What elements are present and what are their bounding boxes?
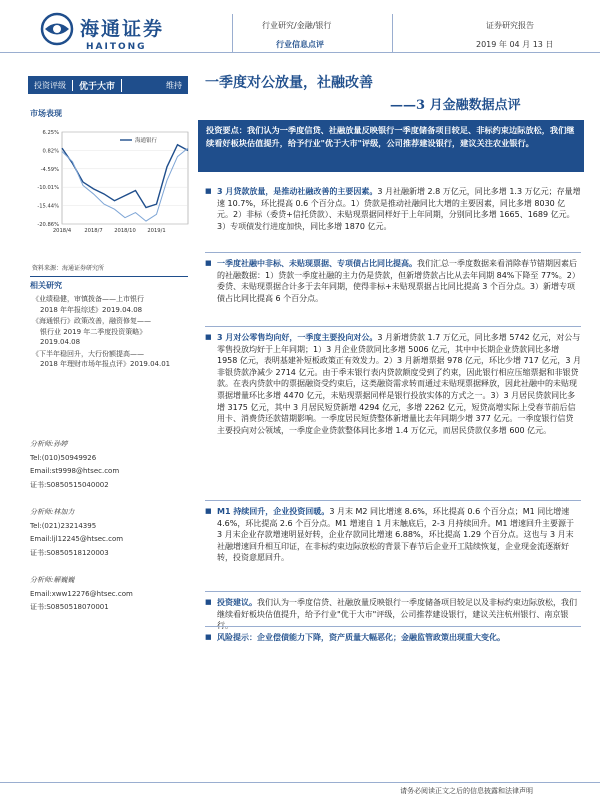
paragraph-lead: M1 持续回升，企业投资回暖。 — [217, 507, 330, 516]
chart-x-tick-label: 2018/7 — [84, 228, 103, 234]
related-item[interactable] — [32, 349, 192, 370]
paragraph-divider — [205, 626, 581, 627]
paragraph-text: 3 月末 M2 同比增速 8.6%，环比提高 0.6 个百分点；M1 同比增速 4.6%，环比提高 2.6 个百分点。M1 增速自 1 月末触底后，2-3 月持续回升。M1 增速回升主要源于 3 月末企业存款增速明显好转，企业存款同比增速 6.88%，环比提高 1.29 个百分点。这也与 3 月末社融增速回升相互印证，在非标约束边际放松的背景下春节后企业开工陆续恢复，企业现金流逐渐好转，投资意愿回升。 — [217, 507, 574, 563]
analyst-email[interactable]: Email:ljl12245@htsec.com — [30, 535, 124, 543]
paragraph-lead: 投资建议。 — [217, 598, 257, 607]
chart-source: 资料来源：海通证券研究所 — [32, 265, 105, 272]
paragraph-divider — [205, 500, 581, 501]
related-item-line: 2018 年年报综述》2019.04.08 — [40, 305, 143, 314]
paragraph-text: 我们认为一季度信贷、社融放量反映银行一季度储备项目较足以及非标约束边际放松，我们继续看好板块估值提升，给予行业"优于大市"评级，公司推荐建设银行，建议关注杭州银行、南京银 — [217, 598, 577, 619]
analyst-list — [30, 438, 190, 629]
header-divider — [392, 14, 393, 52]
summary-box: 投资要点：我们认为一季度信贷、社融放量反映银行一季度储备项目较足、非标约束边际放松，我们继续看好板块估值提升，给予行业"优于大市"评级，公司推荐建设银行，建议关注农业银行。 — [198, 120, 584, 172]
footer-disclaimer: 请务必阅读正文之后的信息披露和法律声明 — [400, 787, 533, 795]
chart-y-tick-label: -4.59% — [40, 166, 59, 173]
left-divider — [30, 276, 188, 277]
paragraph-text: 3 月社融新增 2.8 万亿元，同比多增 1.3 万亿元；存量增速 10.7%，环比提高 0.6 个百分点。1）贷款是推动社融同比大增的主要因素，同比多增 8030 亿元。2）非标（委贷+信托贷款）、未贴现票据同样好于上年同期，分别同比多增 1665、1689 亿元。3）专项债发行进度加快，同比多增 1870 亿元。 — [217, 187, 581, 231]
analyst-cert: 证书:S0850515040002 — [30, 480, 109, 489]
related-title: 相关研究 — [30, 281, 62, 290]
paragraph-divider — [205, 591, 581, 592]
analyst-tel: Tel:(021)23214395 — [30, 521, 97, 530]
analyst-card — [30, 574, 190, 615]
analyst-name: 分析师:解巍巍 — [30, 576, 75, 584]
paragraph-m1 — [205, 506, 581, 564]
footer-rule — [0, 782, 600, 783]
chart-y-tick-label: 0.82% — [42, 148, 59, 155]
chart-series-line-index — [62, 148, 188, 221]
report-type: 证券研究报告 — [486, 21, 534, 30]
logo-emblem-icon — [40, 12, 74, 46]
related-item-line: 银行业 2019 年二季度投资策略》 — [40, 327, 147, 336]
header-divider — [232, 14, 233, 52]
analyst-cert: 证书:S0850518120003 — [30, 548, 109, 557]
logo-text-cn: 海通证券 — [80, 18, 165, 40]
analyst-tel: Tel:(010)50949926 — [30, 453, 97, 462]
paragraph-risk — [205, 632, 505, 644]
rating-box — [28, 76, 188, 94]
paragraph-lead: 风险提示：企业偿债能力下降，资产质量大幅恶化；金融监管政策出现重大变化。 — [217, 633, 505, 642]
related-list — [32, 294, 192, 371]
analyst-cert: 证书:S0850518070001 — [30, 603, 109, 611]
report-subcategory: 行业信息点评 — [276, 40, 324, 49]
paragraph-text: 我们汇总一季度数据来看消除春节错期因素后的社融数据：1）贷款一季度社融的主力仍是贷款，但新增贷款占比从去年同期 84%下降至 77%。2）委贷、未贴现票据合计多于去年同期，使得非标+未贴现票据占比同比提高 3 个百分点。3）新增专项债占比同比提高 6 个百分点。 — [217, 259, 580, 303]
analyst-email[interactable]: Email:st9998@htsec.com — [30, 467, 120, 475]
related-item-line: 2018 年理财市场年报点评》2019.04.01 — [40, 360, 171, 368]
paragraph-lead: 3 月对公零售均向好，一季度主要投向对公。 — [217, 333, 378, 342]
report-title: 一季度对公放量，社融改善 — [205, 75, 373, 91]
analyst-name: 分析师:孙婷 — [30, 440, 68, 448]
related-item[interactable] — [32, 294, 192, 315]
chart-x-tick-label: 2019/1 — [147, 228, 166, 234]
analyst-email[interactable]: Email:xww12276@htsec.com — [30, 589, 133, 598]
chart-y-tick-label: -10.01% — [37, 185, 59, 192]
paragraph-lead: 一季度社融中非标、未贴现票据、专项债占比同比提高。 — [217, 259, 417, 268]
analyst-name: 分析师:林加力 — [30, 508, 75, 516]
related-item-line: 《下半年稳回升，大行份额提高—— — [32, 349, 144, 358]
chart-y-tick-label: -15.44% — [37, 203, 59, 210]
paragraph-text: 3 月新增贷款 1.7 万亿元，同比多增 5742 亿元，对公与零售投放均好于上年同期；1）3 月企业贷款同比多增 5006 亿元，其中中长期企业贷款同比多增 1958 亿元，表明基建补短板政策正有效发力。2）3 月新增票据 978 亿元，环比少增 717 亿元，3 月非银贷款净减少 2714 亿元。由于季末银行表内贷款额度受到了约束，因此银行相应压缩票据和非银贷款。在表内贷款中的票据融资受约束后，这类融资需求转而通过未贴现票据释放，因此社融中的未贴现票据增量环比多增 4470 亿元，未贴现票据同样是银行投放实体的方式之一。3）3 月居民贷款同比多增 3175 亿元，其中 3 月居民短贷新增 4294 亿元，多增 2262 亿元，短贷高增实际上受春节前后信用卡、消费贷还款错期影响。一季度居民短贷整体新增量比去年同期少增 377 亿元。一季度银行信贷主要投向对公领域，一季度企业贷款整体同比多增 1.4 万亿元，而居民贷款仅多增 600 亿元。 — [217, 333, 581, 435]
related-item-line: 《海通银行》政策改善，融资修复—— — [32, 317, 151, 325]
header-rule — [0, 52, 600, 53]
paragraph-lead: 3 月贷款放量，是推动社融改善的主要因素。 — [217, 187, 378, 196]
report-body — [205, 186, 581, 706]
paragraph-corporate-retail — [205, 332, 581, 436]
report-category: 行业研究/金融/银行 — [262, 21, 332, 30]
rating-action: 维持 — [166, 80, 182, 90]
report-date: 2019 年 04 月 13 日 — [476, 40, 554, 49]
related-item[interactable] — [32, 316, 192, 348]
logo-text-en: HAITONG — [86, 42, 147, 52]
chart-x-tick-label: 2018/4 — [52, 228, 72, 234]
rating-value: 优于大市 — [73, 79, 122, 92]
market-title: 市场表现 — [30, 109, 62, 118]
paragraph-divider — [205, 252, 581, 253]
related-item-line: 2019.04.08 — [40, 338, 81, 346]
analyst-card — [30, 506, 190, 560]
market-chart — [28, 120, 198, 242]
chart-legend-label: 海通银行 — [135, 138, 158, 144]
paragraph-loans — [205, 186, 581, 232]
chart-y-tick-label: -20.86% — [37, 222, 59, 228]
chart-x-tick-label: 2018/10 — [114, 228, 136, 234]
paragraph-divider — [205, 326, 581, 327]
analyst-card — [30, 438, 190, 492]
chart-y-tick-label: 6.25% — [42, 130, 59, 136]
report-subtitle: ——3 月金融数据点评 — [390, 98, 521, 113]
related-item-line: 《业绩稳健，审慎拨备——上市银行 — [32, 295, 144, 303]
rating-label: 投资评级 — [28, 80, 73, 91]
paragraph-q1-social-financing — [205, 258, 581, 304]
